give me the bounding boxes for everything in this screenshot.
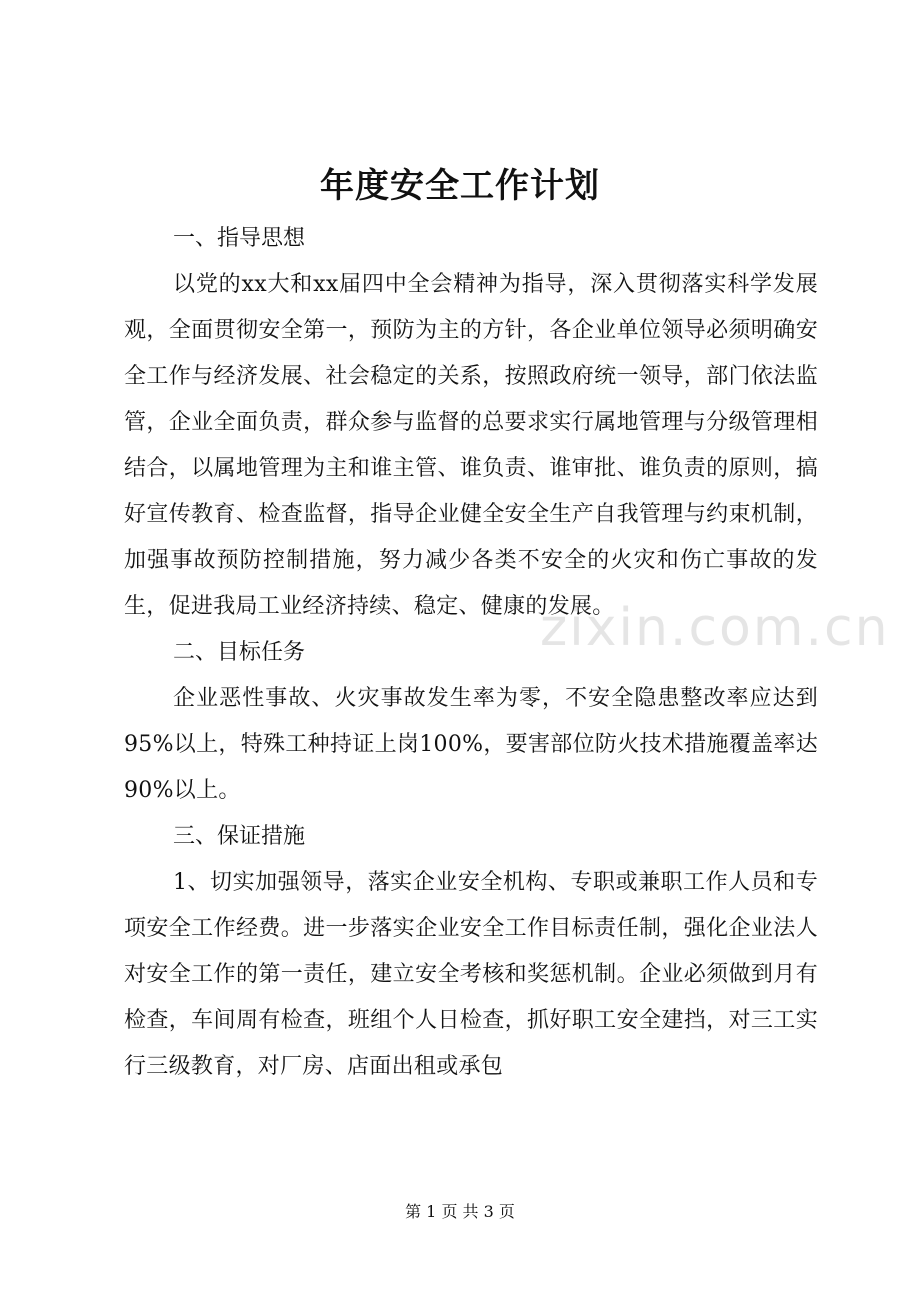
page-footer: 第 1 页 共 3 页 — [405, 1202, 515, 1221]
section-heading-measures: 三、保证措施 — [173, 824, 306, 849]
section-heading-targets: 二、目标任务 — [173, 640, 306, 665]
paragraph-targets: 企业恶性事故、火灾事故发生率为零，不安全隐患整改率应达到95%以上，特殊工种持证上岗100%，要害部位防火技术措施覆盖率达90%以上。 — [124, 686, 818, 803]
watermark: zixin.com.cn — [540, 598, 890, 658]
document-title: 年度安全工作计划 — [320, 166, 600, 206]
section-heading-guiding-ideology: 一、指导思想 — [173, 226, 306, 251]
document-body — [124, 216, 818, 1090]
paragraph-measures-1: 1、切实加强领导，落实企业安全机构、专职或兼职工作人员和专项安全工作经费。进一步落实企业安全工作目标责任制，强化企业法人对安全工作的第一责任，建立安全考核和奖惩机制。企业必须做到月有检查，车间周有检查，班组个人日检查，抓好职工安全建挡，对三工实行三级教育，对厂房、店面出租或承包 — [124, 870, 818, 1079]
paragraph-guiding-ideology: 以党的xx大和xx届四中全会精神为指导，深入贯彻落实科学发展观，全面贯彻安全第一，预防为主的方针，各企业单位领导必须明确安全工作与经济发展、社会稳定的关系，按照政府统一领导，部门依法监管，企业全面负责，群众参与监督的总要求实行属地管理与分级管理相结合，以属地管理为主和谁主管、谁负责、谁审批、谁负责的原则，搞好宣传教育、检查监督，指导企业健全安全生产自我管理与约束机制，加强事故预防控制措施，努力减少各类不安全的火灾和伤亡事故的发生，促进我局工业经济持续、稳定、健康的发展。 — [124, 272, 818, 619]
